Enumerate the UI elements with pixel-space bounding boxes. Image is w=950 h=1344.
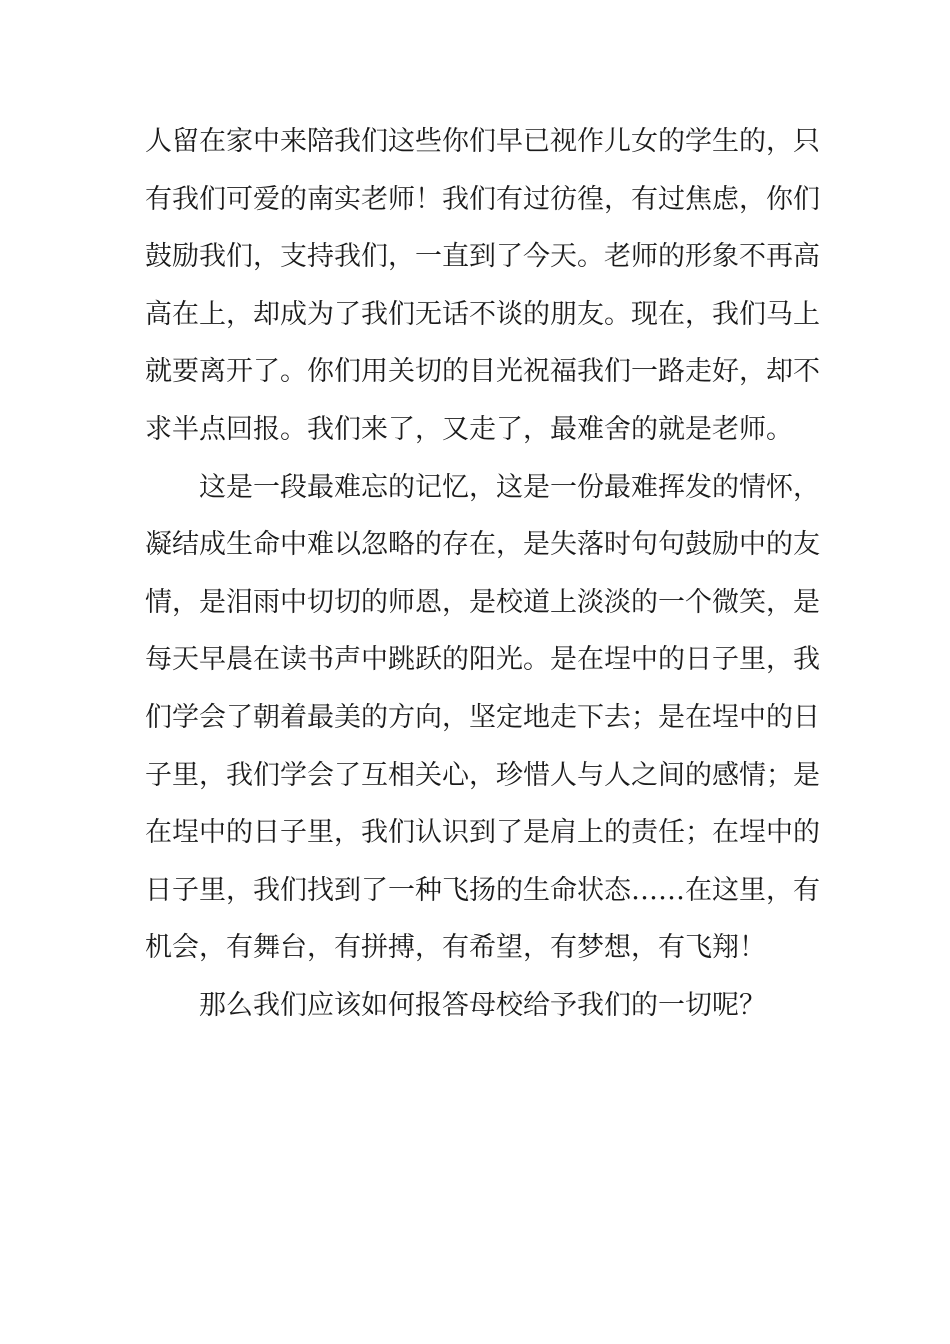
paragraph-2-line-2: 凝结成生命中难以忽略的存在，是失落时句句鼓励中的友 bbox=[145, 529, 820, 561]
paragraph-1-line-1: 人留在家中来陪我们这些你们早已视作儿女的学生的，只 bbox=[145, 126, 820, 157]
paragraph-2-line-7: 在埕中的日子里，我们认识到了是肩上的责任；在埕中的 bbox=[145, 817, 820, 849]
paragraph-2-line-4: 每天早晨在读书声中跳跃的阳光。是在埕中的日子里，我 bbox=[145, 644, 820, 676]
paragraph-3-line-1: 那么我们应该如何报答母校给予我们的一切呢？ bbox=[199, 989, 766, 1021]
paragraph-1-line-6: 求半点回报。我们来了，又走了，最难舍的就是老师。 bbox=[145, 413, 793, 445]
paragraph-2-line-6: 子里，我们学会了互相关心，珍惜人与人之间的感情；是 bbox=[145, 759, 820, 791]
paragraph-2-line-3: 情，是泪雨中切切的师恩，是校道上淡淡的一个微笑，是 bbox=[145, 586, 820, 618]
paragraph-2-line-8: 日子里，我们找到了一种飞扬的生命状态……在这里，有 bbox=[145, 874, 820, 906]
document-body bbox=[145, 113, 820, 1035]
paragraph-1-line-5: 就要离开了。你们用关切的目光祝福我们一路走好，却不 bbox=[145, 356, 820, 388]
paragraph-2-line-1: 这是一段最难忘的记忆，这是一份最难挥发的情怀， bbox=[199, 471, 820, 503]
paragraph-1-line-4: 高在上，却成为了我们无话不谈的朋友。现在，我们马上 bbox=[145, 298, 820, 330]
paragraph-1-line-2: 有我们可爱的南实老师！我们有过彷徨，有过焦虑，你们 bbox=[145, 183, 820, 215]
paragraph-1-line-3: 鼓励我们，支持我们，一直到了今天。老师的形象不再高 bbox=[145, 241, 820, 273]
paragraph-2-line-5: 们学会了朝着最美的方向，坚定地走下去；是在埕中的日 bbox=[145, 701, 820, 733]
paragraph-2-line-9: 机会，有舞台，有拼搏，有希望，有梦想，有飞翔！ bbox=[145, 932, 766, 964]
